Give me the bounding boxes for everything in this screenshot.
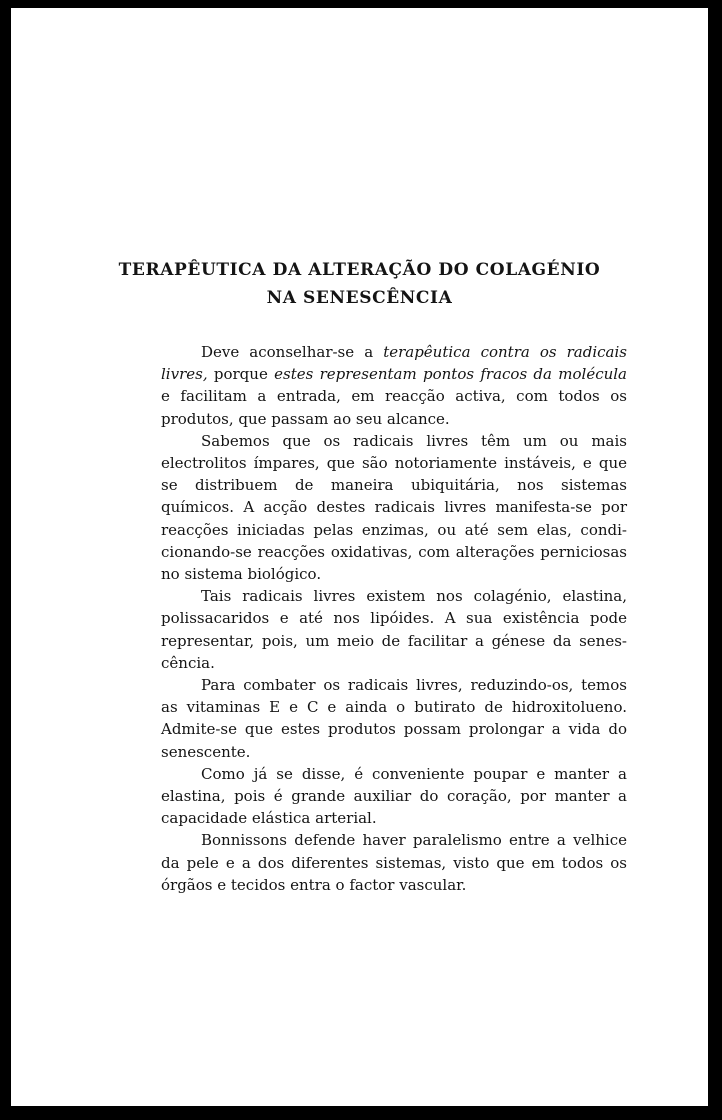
paragraph-3-text: Tais radicais livres existem nos colagénio, elastina, polissacaridos e até nos lipóides. A sua existência pode representar, pois, um meio de facilitar a génese da senescência. (161, 587, 627, 672)
paragraph-1-segment: Deve aconselhar-se a (201, 343, 384, 361)
paragraph-4-text: Para combater os radicais livres, reduzindo-os, temos as vitaminas E e C e ainda o butirato de hidroxitolueno. Admite-se que estes produtos possam prolongar a vida do senescente. (161, 676, 627, 761)
paragraph-3 (161, 585, 627, 674)
paragraph-5 (161, 763, 627, 830)
paragraph-2 (161, 430, 627, 585)
paragraph-5-text: Como já se disse, é conveniente poupar e manter a elastina, pois é grande auxiliar do coração, por manter a capacidade elástica arterial. (161, 764, 627, 828)
body-text (161, 341, 627, 896)
paragraph-1-italic-segment: estes representam pontos fracos da molécula (274, 365, 628, 384)
paragraph-1-italic-segment: terapêutica contra os radicais livres, (161, 343, 627, 384)
page-title: TERAPÊUTICA DA ALTERAÇÃO DO COLAGÉNIO (118, 260, 601, 280)
paragraph-1-segment: e facilitam a entrada, em reacção activa, com todos os produtos, que passam ao seu alcance. (161, 387, 627, 428)
paragraph-2-text: Sabemos que os radicais livres têm um ou mais electrolitos ímpares, que são notoriamente instáveis, e que se distribuem de maneira ubiquitária, nos sistemas químicos. A acção destes radicais livres manifesta-se por reacções iniciadas pelas enzimas, ou até sem elas, condicionando-se reacções oxidativas, com alterações perniciosas no sistema biológico. (161, 431, 627, 584)
paragraph-1 (161, 341, 627, 430)
paragraph-6 (161, 829, 627, 896)
document-page (11, 8, 708, 1106)
paragraph-1-segment: porque (207, 365, 275, 384)
paragraph-6-text: Bonnissons defende haver paralelismo entre a velhice da pele e a dos diferentes sistemas, visto que em todos os órgãos e tecidos entra o factor vascular. (161, 831, 627, 894)
paragraph-4 (161, 674, 627, 763)
page-subtitle: NA SENESCÊNCIA (266, 288, 453, 308)
